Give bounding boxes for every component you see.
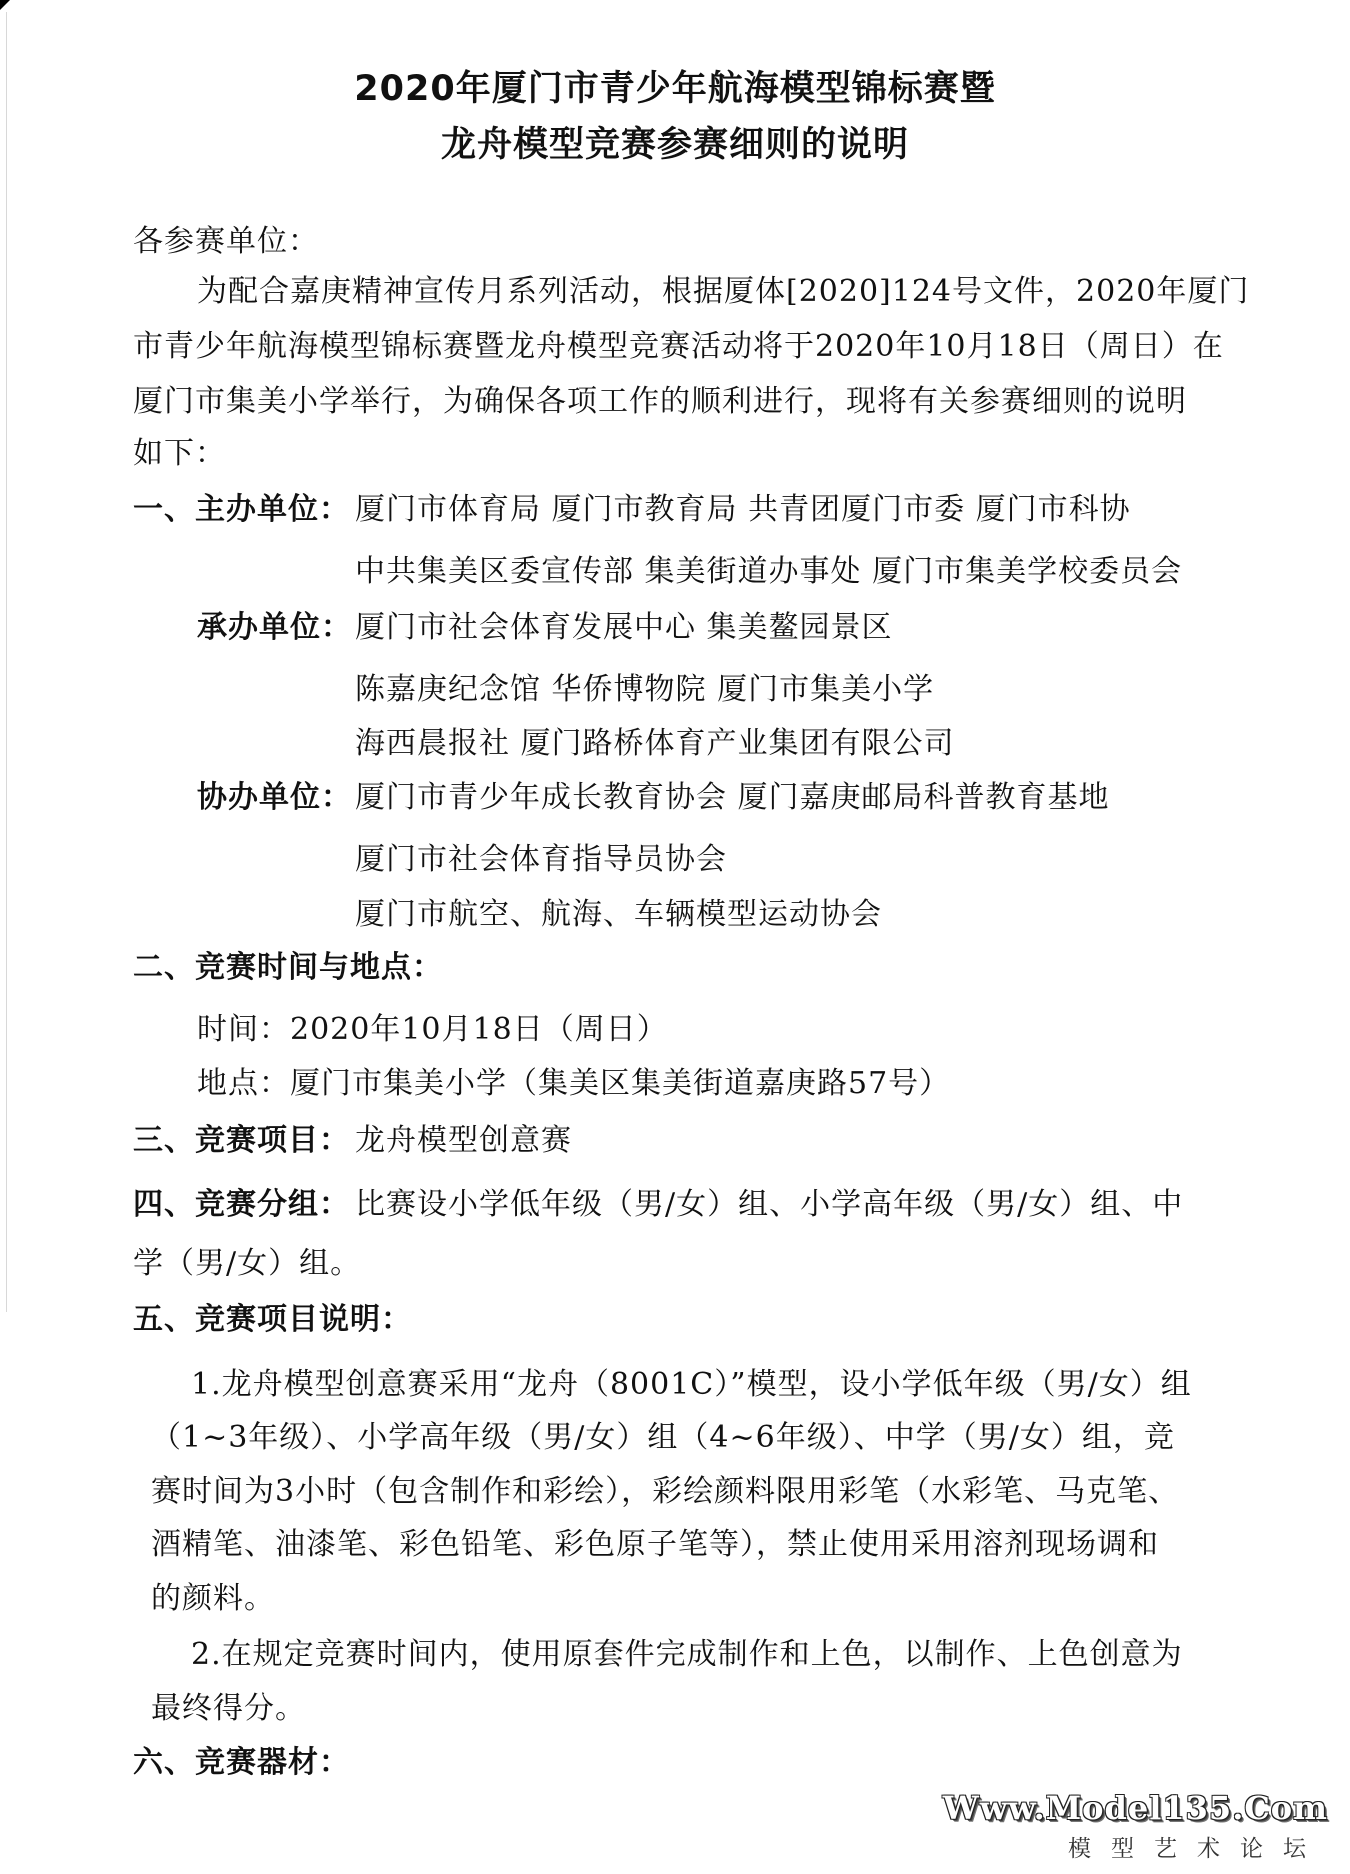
co-organizer-units-line-2: 厦门市社会体育指导员协会: [355, 842, 727, 877]
host-units-line-1: 厦门市体育局 厦门市教育局 共青团厦门市委 厦门市科协: [355, 492, 1131, 527]
section-5-row: [133, 1302, 412, 1338]
item-1-line-4: 酒精笔、油漆笔、彩色铅笔、彩色原子笔等），禁止使用采用溶剂现场调和: [151, 1527, 1159, 1562]
item-1-line-3: 赛时间为3小时（包含制作和彩绘），彩绘颜料限用彩笔（水彩笔、马克笔、: [151, 1474, 1180, 1509]
section-6-row: [133, 1745, 350, 1781]
scan-edge-line: [6, 12, 7, 1312]
co-organizer-label: 协办单位：: [197, 780, 352, 815]
host-units-line-2: 中共集美区委宣传部 集美街道办事处 厦门市集美学校委员会: [355, 554, 1183, 589]
section-6-heading: 六、竞赛器材：: [133, 1745, 350, 1780]
salutation: 各参赛单位：: [133, 224, 319, 259]
section-4-heading: 四、竞赛分组：: [133, 1187, 350, 1222]
scan-corner-mark: [0, 0, 10, 10]
section-3-heading: 三、竞赛项目：: [133, 1123, 350, 1158]
document-title-line-1: 2020年厦门市青少年航海模型锦标赛暨: [354, 69, 996, 109]
competition-time: 时间：2020年10月18日（周日）: [197, 1012, 668, 1047]
item-1-line-1: 1.龙舟模型创意赛采用“龙舟（8001C）”模型，设小学低年级（男/女）组: [191, 1367, 1192, 1402]
co-organizer-units-line-1: 厦门市青少年成长教育协会 厦门嘉庚邮局科普教育基地: [355, 780, 1110, 815]
organizer-units-line-1: 厦门市社会体育发展中心 集美鳌园景区: [355, 610, 893, 645]
organizer-units-line-3: 海西晨报社 厦门路桥体育产业集团有限公司: [355, 726, 955, 761]
section-1-row: [133, 492, 1131, 528]
section-2-heading: 二、竞赛时间与地点：: [133, 950, 443, 985]
section-5-heading: 五、竞赛项目说明：: [133, 1302, 412, 1337]
document-title-line-2: 龙舟模型竞赛参赛细则的说明: [440, 125, 909, 165]
section-4-row: [133, 1187, 1183, 1223]
organizer-units-line-2: 陈嘉庚纪念馆 华侨博物院 厦门市集美小学: [355, 672, 935, 707]
organizer-row: [197, 610, 893, 646]
item-2-line-1: 2.在规定竞赛时间内，使用原套件完成制作和上色，以制作、上色创意为: [191, 1637, 1183, 1672]
intro-line-2: 市青少年航海模型锦标赛暨龙舟模型竞赛活动将于2020年10月18日（周日）在: [133, 329, 1224, 364]
intro-line-3: 厦门市集美小学举行，为确保各项工作的顺利进行，现将有关参赛细则的说明: [133, 384, 1187, 419]
organizer-label: 承办单位：: [197, 610, 352, 645]
competition-event: 龙舟模型创意赛: [355, 1123, 572, 1158]
watermark-url: Www.Model135.Com: [942, 1789, 1328, 1827]
co-organizer-units-line-3: 厦门市航空、航海、车辆模型运动协会: [355, 897, 882, 932]
item-2-line-2: 最终得分。: [151, 1691, 306, 1726]
section-3-row: [133, 1123, 572, 1159]
competition-place: 地点：厦门市集美小学（集美区集美街道嘉庚路57号）: [197, 1066, 951, 1101]
section-1-heading: 一、主办单位：: [133, 492, 350, 527]
intro-line-1: 为配合嘉庚精神宣传月系列活动，根据厦体[2020]124号文件，2020年厦门: [197, 274, 1250, 309]
item-1-line-2: （1~3年级）、小学高年级（男/女）组（4~6年级）、中学（男/女）组，竞: [151, 1420, 1175, 1455]
groups-line-2: 学（男/女）组。: [133, 1246, 362, 1281]
intro-line-4: 如下：: [133, 436, 226, 471]
item-1-line-5: 的颜料。: [151, 1581, 275, 1616]
co-organizer-row: [197, 780, 1110, 816]
groups-line-1: 比赛设小学低年级（男/女）组、小学高年级（男/女）组、中: [355, 1187, 1184, 1222]
section-2-row: [133, 950, 443, 986]
watermark-site-name: 模型艺术论坛: [1068, 1836, 1326, 1862]
